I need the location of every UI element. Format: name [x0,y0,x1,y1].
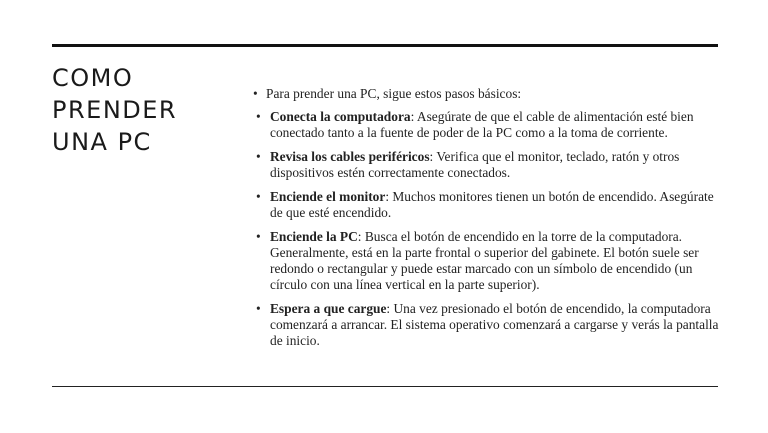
title-line: PRENDER [52,96,178,124]
step-term: Enciende la PC [270,229,358,244]
step-text: : Verifica que el monitor, teclado, ratón y otros dispositivos estén correctamente conectados. [270,149,680,180]
title-line: UNA PC [52,128,152,156]
step-item-power-pc [252,229,722,293]
top-divider [52,44,718,47]
step-item-connect [252,109,722,141]
step-item-monitor [252,189,722,221]
step-term: Espera a que cargue [270,301,387,316]
content-body [252,86,722,357]
step-text: : Muchos monitores tienen un botón de encendido. Asegúrate de que esté encendido. [270,189,714,220]
intro-bullet: • Para prender una PC, sigue estos pasos básicos: [252,86,722,102]
step-text: : Busca el botón de encendido en la torre de la computadora. Generalmente, está en la parte frontal o superior del gabinete. El botón suele ser redondo o rectangular y puede estar marcado con un símbolo de encendido (un círculo con una línea vertical en la parte superior). [270,229,699,292]
title-line: COMO [52,64,134,92]
steps-list [252,109,722,349]
step-term: Conecta la computadora [270,109,411,124]
step-item-peripherals [252,149,722,181]
step-text: : Asegúrate de que el cable de alimentación esté bien conectado tanto a la fuente de poder de la PC como a la toma de corriente. [270,109,694,140]
step-text: : Una vez presionado el botón de encendido, la computadora comenzará a arrancar. El sistema operativo comenzará a cargarse y verás la pantalla de inicio. [270,301,719,348]
page-title [52,62,232,158]
step-term: Enciende el monitor [270,189,386,204]
step-term: Revisa los cables periféricos [270,149,430,164]
step-item-wait [252,301,722,349]
bottom-divider [52,386,718,387]
